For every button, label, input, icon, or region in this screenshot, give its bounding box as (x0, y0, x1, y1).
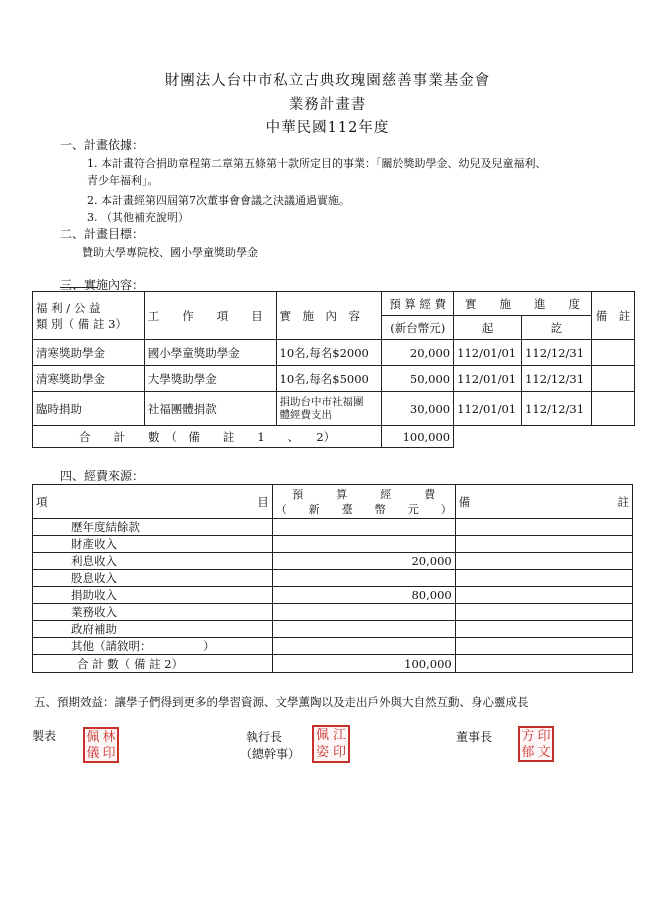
year-title: 中華民國112年度 (265, 120, 390, 136)
row-remarks (591, 366, 634, 392)
funding-item: 業務收入 (33, 604, 273, 621)
col-budget-header (272, 485, 455, 519)
funding-amount: 20,000 (272, 553, 455, 570)
row-start: 112/01/01 (454, 366, 522, 392)
row-budget: 50,000 (382, 366, 454, 392)
funding-table (32, 484, 633, 673)
funding-amount (272, 536, 455, 553)
row-work: 國小學童獎助學金 (144, 340, 276, 366)
doc-title: 業務計畫書 (288, 97, 367, 113)
total-row (33, 655, 633, 673)
category-header-line2: 類 別（ 備 註 3） (36, 316, 127, 331)
col-content-header: 實 施 內 容 (276, 292, 382, 340)
funding-item: 財產收入 (33, 536, 273, 553)
col-item-header (33, 485, 273, 519)
chairman-seal: 方 印 郁 文 (518, 726, 554, 762)
table-row (33, 604, 633, 621)
row-category: 清寒獎助學金 (33, 366, 145, 392)
funding-item: 利息收入 (33, 553, 273, 570)
row-start: 112/01/01 (454, 392, 522, 426)
funding-item: 歷年度結餘款 (33, 519, 273, 536)
total-value: 100,000 (382, 426, 454, 448)
table-row (33, 392, 635, 426)
section3-heading: 三、實施內容： (60, 278, 145, 292)
implementation-table (32, 291, 635, 448)
col-work-header: 工 作 項 目 (144, 292, 276, 340)
basis-item1-line1: 1. 本計畫符合捐助章程第二章第五條第十款所定目的事業：「關於獎助學金、幼兒及兒童福利、 (87, 157, 547, 170)
funding-amount (272, 621, 455, 638)
row-content-line1: 捐助台中市社福團 (279, 395, 364, 408)
table-row (33, 621, 633, 638)
executive-label: 執行長 (246, 730, 283, 744)
row-end: 112/12/31 (522, 340, 592, 366)
row-content: 10名,每名$2000 (276, 340, 382, 366)
funding-amount (272, 570, 455, 587)
remarks-header-right: 註 (617, 494, 629, 509)
executive-sublabel: （總幹事） (240, 747, 301, 761)
total-row (33, 426, 635, 448)
row-content: 10名,每名$5000 (276, 366, 382, 392)
budget-header-line2: （ 新 臺 幣 元 ） (275, 502, 452, 516)
funding-amount (272, 604, 455, 621)
row-budget: 20,000 (382, 340, 454, 366)
section1-heading: 一、計畫依據： (60, 138, 145, 152)
budget-unit-header: (新台幣元) (382, 316, 454, 340)
row-remarks (591, 340, 634, 366)
funding-amount: 80,000 (272, 587, 455, 604)
basis-item3: 3. （其他補充說明） (87, 211, 189, 224)
table-row (33, 587, 633, 604)
section2-heading: 二、計畫目標： (60, 227, 145, 241)
col-budget-header: 預 算 經 費 (382, 292, 454, 316)
row-content (276, 392, 382, 426)
table-row (33, 366, 635, 392)
total-label: 合 計 數 （ 備 註 1 、 2） (33, 426, 382, 448)
expected-benefits: 五、預期效益：讓學子們得到更多的學習資源、文學薰陶以及走出戶外與大自然互動、身心靈成長 (34, 695, 529, 709)
funding-item: 股息收入 (33, 570, 273, 587)
chairman-label: 董事長 (456, 730, 493, 744)
row-work: 社福團體捐款 (144, 392, 276, 426)
table-row (33, 553, 633, 570)
funding-item: 捐助收入 (33, 587, 273, 604)
col-schedule-header: 實 施 進 度 (454, 292, 592, 316)
row-end: 112/12/31 (522, 366, 592, 392)
section4-heading: 四、經費來源： (60, 469, 145, 483)
funding-item: 政府補助 (33, 621, 273, 638)
table-row (33, 570, 633, 587)
item-header-left: 項 (36, 494, 48, 509)
budget-header-line1: 預 算 經 費 (292, 487, 436, 501)
funding-amount (272, 638, 455, 655)
col-remarks-header: 備 註 (591, 292, 634, 340)
basis-item1-line2: 青少年福利」。 (87, 174, 159, 187)
remarks-header-left: 備 (458, 494, 471, 509)
funding-total-value: 100,000 (272, 655, 455, 673)
table-row (33, 536, 633, 553)
goal-text: 贊助大學專院校、國小學童獎助學金 (82, 246, 258, 259)
row-remarks (591, 392, 634, 426)
table-row (33, 519, 633, 536)
funding-total-label: 合 計 數（ 備 註 2） (33, 655, 273, 673)
preparer-seal: 佩 林 儀 印 (83, 727, 119, 763)
col-category-header (33, 292, 145, 340)
basis-item2: 2. 本計畫經第四屆第7次董事會會議之決議通過實施。 (87, 194, 350, 207)
col-remarks-header (455, 485, 632, 519)
table-row (33, 638, 633, 655)
row-content-line2: 體經費支出 (279, 408, 332, 421)
row-end: 112/12/31 (522, 392, 592, 426)
row-work: 大學獎助學金 (144, 366, 276, 392)
col-start-header: 起 (454, 316, 522, 340)
table-row (33, 340, 635, 366)
org-title: 財團法人台中市私立古典玫瑰園慈善事業基金會 (164, 73, 491, 89)
category-header-line1: 福 利 / 公 益 (36, 300, 101, 315)
row-budget: 30,000 (382, 392, 454, 426)
row-category: 臨時捐助 (33, 392, 145, 426)
heading-underline (60, 287, 98, 288)
preparer-label: 製表 (32, 729, 57, 743)
executive-seal: 佩 江 姿 印 (312, 725, 350, 763)
funding-item: 其他（請敘明： ） (33, 638, 273, 655)
row-category: 清寒獎助學金 (33, 340, 145, 366)
item-header-right: 目 (257, 494, 269, 509)
row-start: 112/01/01 (454, 340, 522, 366)
funding-amount (272, 519, 455, 536)
col-end-header: 訖 (522, 316, 592, 340)
